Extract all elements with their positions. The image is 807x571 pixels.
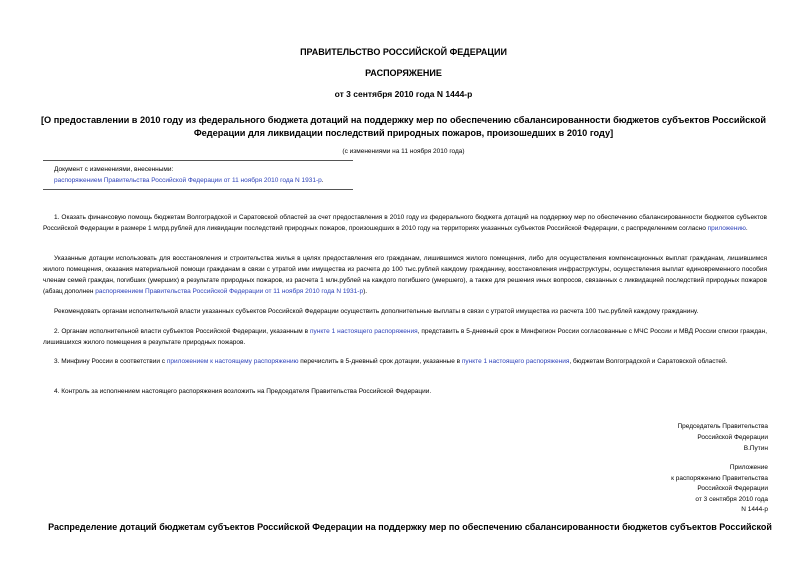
government-heading: ПРАВИТЕЛЬСТВО РОССИЙСКОЙ ФЕДЕРАЦИИ bbox=[300, 47, 507, 57]
amendments-suffix: . bbox=[321, 177, 324, 184]
paragraph-text: перечислить в 5-дневный срок дотации, указанные в bbox=[298, 358, 462, 365]
divider bbox=[43, 160, 353, 161]
paragraph-4 bbox=[43, 326, 767, 348]
signature-org: Российской Федерации bbox=[697, 434, 768, 441]
paragraph-1 bbox=[43, 212, 767, 234]
paragraph-text: , бюджетам Волгоградской и Саратовской областей. bbox=[569, 358, 728, 365]
paragraph-text: ). bbox=[363, 288, 368, 295]
document-title: [О предоставлении в 2010 году из федерального бюджета дотаций на поддержку мер по обеспечению сбалансированности бюджетов субъектов Российской Федерации для ликвидации последствий природных пожаров, произошедших в 2010 году] bbox=[40, 115, 767, 138]
amendment-link[interactable]: распоряжением Правительства Российской Федерации от 11 ноября 2010 года N 1931-р bbox=[54, 177, 322, 184]
signature-name: В.Путин bbox=[743, 445, 768, 452]
paragraph-6: 4. Контроль за исполнением настоящего распоряжения возложить на Председателя Правительства Российской Федерации. bbox=[54, 388, 432, 395]
divider bbox=[43, 189, 353, 190]
clause-1-link[interactable]: пункте 1 настоящего распоряжения bbox=[461, 358, 570, 365]
amendments-line bbox=[43, 175, 353, 186]
paragraph-text: , представить в 5-дневный срок в Минфегион России согласованные с МЧС России и МВД России списки граждан, лишившихся жилого помещения в результате природных пожаров. bbox=[43, 328, 768, 346]
appendix-line: к распоряжению Правительства bbox=[671, 474, 768, 482]
signature-position: Председатель Правительства bbox=[677, 423, 768, 430]
paragraph-text: 2. Органам исполнительной власти субъектов Российской Федерации, указанным в bbox=[54, 328, 310, 335]
distribution-title: Распределение дотаций бюджетам субъектов Российской Федерации на поддержку мер по обеспечению сбалансированности бюджетов субъектов Российской bbox=[48, 522, 772, 532]
paragraph-3: Рекомендовать органам исполнительной власти указанных субъектов Российской Федерации осуществить дополнительные выплаты в связи с утратой имущества из расчета 100 тыс.рублей каждому гражданину. bbox=[54, 308, 699, 315]
changes-note: (с изменениями на 11 ноября 2010 года) bbox=[342, 148, 465, 155]
appendix-link[interactable]: приложением к настоящему распоряжению bbox=[166, 358, 299, 365]
paragraph-text: 1. Оказать финансовую помощь бюджетам Волгоградской и Саратовской областей за счет предоставления в 2010 году из федерального бюджета дотаций на поддержку мер по обеспечению сбалансированности бюджетов субъектов Российской Федерации в размере 1 млрд.рублей для ликвидации последствий природных пожаров, произошедших в 2010 году на территориях указанных субъектов Российской Федерации, с распределением согласно bbox=[43, 214, 767, 232]
paragraph-text: 3. Минфину России в соответствии с bbox=[54, 358, 167, 365]
appendix-block bbox=[568, 463, 768, 516]
clause-1-link[interactable]: пункте 1 настоящего распоряжения bbox=[309, 328, 418, 335]
paragraph-text: . bbox=[745, 225, 748, 232]
amendment-link[interactable]: распоряжением Правительства Российской Федерации от 11 ноября 2010 года N 1931-р bbox=[95, 288, 364, 295]
paragraph-5 bbox=[43, 356, 767, 367]
signature-block bbox=[568, 421, 768, 454]
appendix-line: Приложение bbox=[729, 464, 768, 471]
amendments-box bbox=[43, 160, 353, 190]
appendix-line: от 3 сентября 2010 года bbox=[695, 495, 768, 503]
amendments-label: Документ с изменениями, внесенными: bbox=[54, 166, 174, 173]
appendix-line: N 1444-р bbox=[741, 506, 768, 513]
appendix-link[interactable]: приложению bbox=[707, 225, 746, 232]
appendix-line: Российской Федерации bbox=[697, 485, 768, 492]
document-type-heading: РАСПОРЯЖЕНИЕ bbox=[365, 68, 442, 78]
document-date-number: от 3 сентября 2010 года N 1444-р bbox=[334, 89, 473, 99]
paragraph-text: Указанные дотации использовать для восстановления и строительства жилья в целях предоставления его гражданам, лишившимся жилого помещения, либо для осуществления компенсационных выплат гражданам, лишившимся жилого помещения, оказания материальной помощи гражданам в связи с утратой ими имущества из расчета до 100 тыс.рублей каждому гражданину, восстановления инфраструктуры, осуществления выплат единовременного пособия членам семей граждан, погибших (умерших) в результате природных пожаров, из расчета 1 млн.рублей на каждого погибшего (умершего), а также для решения иных вопросов, связанных с ликвидацией последствий природных пожаров (абзац дополнен bbox=[43, 255, 767, 295]
paragraph-2 bbox=[43, 253, 767, 297]
